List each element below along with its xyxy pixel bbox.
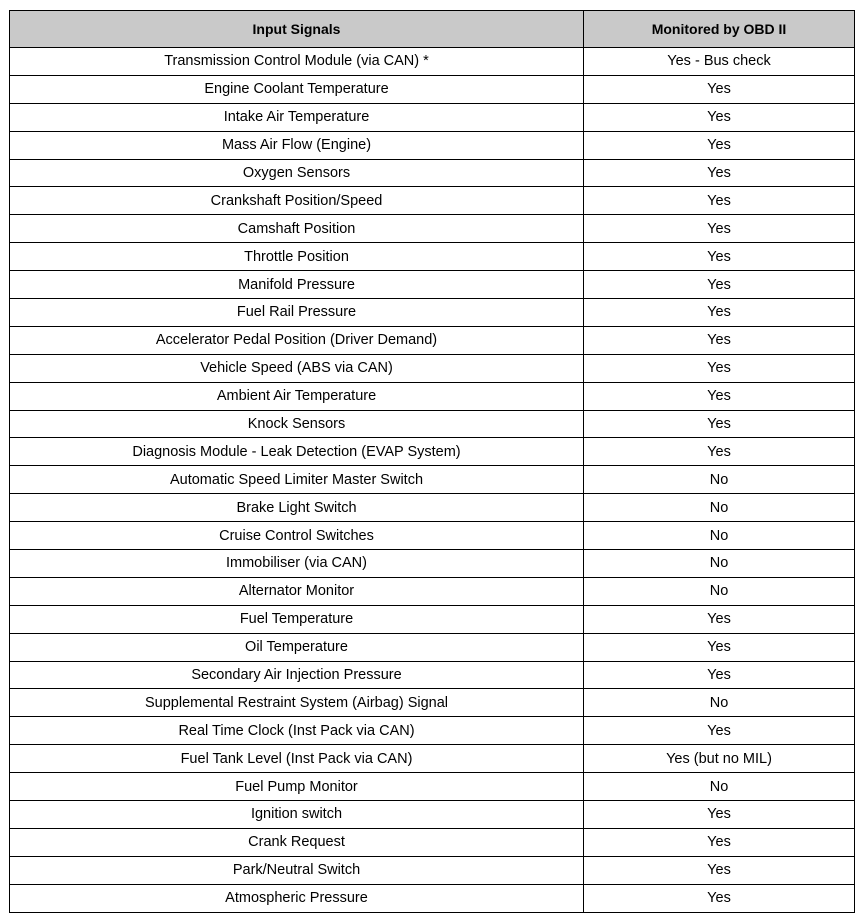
table-row bbox=[10, 884, 855, 912]
monitored-cell: Yes bbox=[584, 801, 855, 829]
monitored-cell: Yes bbox=[584, 605, 855, 633]
monitored-cell: No bbox=[584, 494, 855, 522]
table-row bbox=[10, 494, 855, 522]
monitored-cell: Yes bbox=[584, 438, 855, 466]
table-row bbox=[10, 215, 855, 243]
input-signal-cell: Real Time Clock (Inst Pack via CAN) bbox=[10, 717, 584, 745]
obd-signals-table bbox=[9, 10, 855, 913]
input-signal-cell: Atmospheric Pressure bbox=[10, 884, 584, 912]
table-row bbox=[10, 48, 855, 76]
table-row bbox=[10, 773, 855, 801]
input-signal-cell: Mass Air Flow (Engine) bbox=[10, 131, 584, 159]
input-signal-cell: Oxygen Sensors bbox=[10, 159, 584, 187]
table-row bbox=[10, 438, 855, 466]
monitored-cell: Yes bbox=[584, 633, 855, 661]
monitored-cell: Yes bbox=[584, 856, 855, 884]
input-signal-cell: Intake Air Temperature bbox=[10, 103, 584, 131]
input-signal-cell: Fuel Tank Level (Inst Pack via CAN) bbox=[10, 745, 584, 773]
input-signal-cell: Automatic Speed Limiter Master Switch bbox=[10, 466, 584, 494]
input-signal-cell: Alternator Monitor bbox=[10, 577, 584, 605]
input-signal-cell: Supplemental Restraint System (Airbag) Signal bbox=[10, 689, 584, 717]
monitored-cell: Yes bbox=[584, 299, 855, 327]
input-signal-cell: Ignition switch bbox=[10, 801, 584, 829]
table-row bbox=[10, 243, 855, 271]
monitored-cell: Yes bbox=[584, 271, 855, 299]
table-row bbox=[10, 271, 855, 299]
column-header-monitored: Monitored by OBD II bbox=[584, 11, 855, 48]
table-row bbox=[10, 159, 855, 187]
table-row bbox=[10, 801, 855, 829]
monitored-cell: Yes bbox=[584, 382, 855, 410]
table-row bbox=[10, 103, 855, 131]
monitored-cell: No bbox=[584, 466, 855, 494]
table-row bbox=[10, 410, 855, 438]
table-row bbox=[10, 577, 855, 605]
table-row bbox=[10, 605, 855, 633]
table-row bbox=[10, 187, 855, 215]
monitored-cell: Yes bbox=[584, 828, 855, 856]
monitored-cell: Yes bbox=[584, 354, 855, 382]
monitored-cell: No bbox=[584, 773, 855, 801]
input-signal-cell: Engine Coolant Temperature bbox=[10, 75, 584, 103]
table-row bbox=[10, 550, 855, 578]
monitored-cell: Yes bbox=[584, 75, 855, 103]
input-signal-cell: Ambient Air Temperature bbox=[10, 382, 584, 410]
input-signal-cell: Immobiliser (via CAN) bbox=[10, 550, 584, 578]
monitored-cell: No bbox=[584, 550, 855, 578]
table-row bbox=[10, 299, 855, 327]
input-signal-cell: Transmission Control Module (via CAN) * bbox=[10, 48, 584, 76]
monitored-cell: Yes - Bus check bbox=[584, 48, 855, 76]
input-signal-cell: Crankshaft Position/Speed bbox=[10, 187, 584, 215]
monitored-cell: Yes bbox=[584, 661, 855, 689]
input-signal-cell: Secondary Air Injection Pressure bbox=[10, 661, 584, 689]
input-signal-cell: Manifold Pressure bbox=[10, 271, 584, 299]
monitored-cell: Yes bbox=[584, 187, 855, 215]
table-row bbox=[10, 717, 855, 745]
monitored-cell: No bbox=[584, 522, 855, 550]
column-header-input-signals: Input Signals bbox=[10, 11, 584, 48]
table-row bbox=[10, 828, 855, 856]
input-signal-cell: Diagnosis Module - Leak Detection (EVAP System) bbox=[10, 438, 584, 466]
monitored-cell: Yes bbox=[584, 159, 855, 187]
monitored-cell: Yes bbox=[584, 884, 855, 912]
input-signal-cell: Cruise Control Switches bbox=[10, 522, 584, 550]
monitored-cell: Yes bbox=[584, 243, 855, 271]
monitored-cell: Yes bbox=[584, 103, 855, 131]
monitored-cell: No bbox=[584, 689, 855, 717]
table-row bbox=[10, 689, 855, 717]
input-signal-cell: Park/Neutral Switch bbox=[10, 856, 584, 884]
input-signal-cell: Fuel Rail Pressure bbox=[10, 299, 584, 327]
table-row bbox=[10, 661, 855, 689]
table-row bbox=[10, 131, 855, 159]
input-signal-cell: Crank Request bbox=[10, 828, 584, 856]
table-row bbox=[10, 326, 855, 354]
table-row bbox=[10, 382, 855, 410]
input-signal-cell: Oil Temperature bbox=[10, 633, 584, 661]
input-signal-cell: Knock Sensors bbox=[10, 410, 584, 438]
monitored-cell: Yes bbox=[584, 410, 855, 438]
table-row bbox=[10, 75, 855, 103]
table-row bbox=[10, 856, 855, 884]
monitored-cell: Yes bbox=[584, 326, 855, 354]
input-signal-cell: Vehicle Speed (ABS via CAN) bbox=[10, 354, 584, 382]
input-signal-cell: Brake Light Switch bbox=[10, 494, 584, 522]
table-row bbox=[10, 354, 855, 382]
monitored-cell: Yes bbox=[584, 131, 855, 159]
table-row bbox=[10, 633, 855, 661]
table-body bbox=[10, 48, 855, 913]
input-signal-cell: Accelerator Pedal Position (Driver Demand) bbox=[10, 326, 584, 354]
input-signal-cell: Throttle Position bbox=[10, 243, 584, 271]
table-header-row bbox=[10, 11, 855, 48]
table-row bbox=[10, 745, 855, 773]
input-signal-cell: Camshaft Position bbox=[10, 215, 584, 243]
monitored-cell: No bbox=[584, 577, 855, 605]
monitored-cell: Yes (but no MIL) bbox=[584, 745, 855, 773]
input-signal-cell: Fuel Temperature bbox=[10, 605, 584, 633]
input-signal-cell: Fuel Pump Monitor bbox=[10, 773, 584, 801]
table-row bbox=[10, 466, 855, 494]
monitored-cell: Yes bbox=[584, 215, 855, 243]
monitored-cell: Yes bbox=[584, 717, 855, 745]
table-row bbox=[10, 522, 855, 550]
